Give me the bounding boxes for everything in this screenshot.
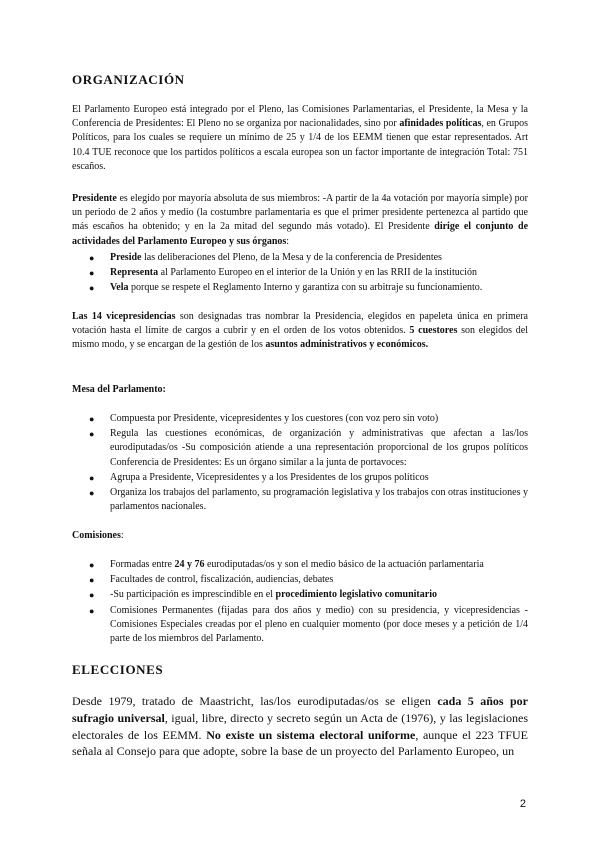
vicepresidencias-paragraph-run-0: Las 14 vicepresidencias [72, 311, 176, 322]
list-item-2-run-0: Agrupa a Presidente, Vicepresidentes y a los Presidentes de los grupos políticos [110, 471, 429, 483]
elecciones-paragraph-run-4: , aunque el 223 TFUE señala al Consejo para que adopte, sobre la base de un proyecto del Parlamento Europeo, un [72, 727, 528, 759]
elecciones-paragraph-run-3: No existe un sistema electoral uniforme [206, 727, 416, 742]
list-item-0-run-2: eurodiputadas/os y son el medio básico de la actuación parlamentaria [204, 559, 484, 570]
elecciones-paragraph [72, 693, 528, 760]
bullet-icon: ● [89, 488, 95, 499]
list-item-0-run-0: Preside [110, 252, 142, 263]
list-item [72, 558, 528, 572]
presidente-paragraph-run-3: : [286, 235, 290, 247]
elecciones-paragraph-run-0: Desde 1979, tratado de Maastricht, las/los eurodiputadas/os se eligen [72, 694, 438, 708]
list-item-0-run-0: Compuesta por Presidente, vicepresidentes y los cuestores (con voz pero sin voto) [110, 413, 439, 424]
list-item [72, 281, 528, 295]
mesa-list [72, 412, 528, 515]
bullet-icon: ● [89, 268, 95, 279]
list-item [72, 251, 528, 265]
vicepresidencias-paragraph-run-1: son designadas tras nombrar la Presidencia, elegidos en papeleta única en primera votación hasta el límite de cargos a cubrir y en el orden de los votos obtenidos. [72, 311, 528, 337]
list-item-2-run-0: -Su participación es imprescindible en el [110, 589, 276, 601]
bullet-icon: ● [89, 283, 95, 294]
mesa-label: Mesa del Parlamento: [72, 384, 166, 395]
list-item-2-run-1: porque se respete el Reglamento Interno y garantiza con su arbitraje su funcionamiento. [128, 282, 483, 294]
presidente-paragraph-run-1: es elegido por mayoría absoluta de sus miembros: -A partir de la 4a votación por mayoría simple) por un periodo de 2 años y medio (la costumbre parlamentaria es que el primer presidente pertenezca al partido que más escaños ha obtenido; y en la 2a mitad del segundo más votado). El Presidente [72, 193, 528, 233]
bullet-icon: ● [89, 472, 95, 483]
list-item [72, 266, 528, 280]
list-item-1-run-0: Facultades de control, fiscalización, audiencias, debates [110, 574, 334, 586]
comisiones-label-colon: : [120, 530, 124, 541]
list-item-1-run-0: Representa [110, 267, 159, 279]
vicepresidencias-paragraph-run-3: son elegidos del mismo modo, y se encargan de la gestión de los [72, 325, 529, 351]
list-item-3-run-0: Comisiones Permanentes (fijadas para dos años y medio) con su presidencia, y vicepresidencias -Comisiones Especiales creadas por el pleno en cualquier momento (por doce meses y a petición de 1/4 parte de los miembros del Parlamento. [110, 604, 528, 645]
list-item-0-run-1: 24 y 76 [174, 559, 205, 570]
list-item [72, 412, 528, 426]
intro-paragraph-run-0: El Parlamento Europeo está integrado por el Pleno, las Comisiones Parlamentarias, el Presidente, la Mesa y la Conferencia de Presidentes: El Pleno no se organiza por nacionalidades, sino por [72, 104, 528, 130]
vicepresidencias-paragraph-run-2: 5 cuestores [409, 325, 458, 337]
list-item [72, 486, 528, 514]
list-item [72, 573, 528, 587]
comisiones-label-text: Comisiones [72, 530, 121, 541]
bullet-icon: ● [89, 605, 95, 616]
list-item-1-run-1: al Parlamento Europeo en el interior de la Unión y en las RRII de la institución [158, 267, 477, 279]
bullet-icon: ● [89, 560, 95, 570]
list-item-0-run-0: Formadas entre [110, 559, 175, 570]
comisiones-label [72, 530, 124, 541]
list-item [72, 427, 528, 470]
elecciones-paragraph-run-1: cada 5 años por sufragio universal [72, 694, 529, 725]
vicepresidencias-paragraph-run-4: asuntos administrativos y económicos. [265, 339, 429, 351]
list-item-2-run-1: procedimiento legislativo comunitario [275, 589, 437, 601]
bullet-icon: ● [89, 429, 95, 440]
bullet-icon: ● [89, 253, 95, 263]
presidente-list [72, 251, 528, 297]
heading-organizacion: ORGANIZACIÓN [72, 72, 185, 87]
list-item [72, 604, 528, 647]
page-number: 2 [519, 798, 526, 810]
comisiones-list [72, 558, 528, 647]
list-item-2-run-0: Vela [110, 282, 129, 294]
intro-paragraph-run-1: afinidades políticas [399, 118, 482, 130]
bullet-icon: ● [89, 575, 95, 586]
presidente-paragraph-run-2: dirige el conjunto de actividades del Parlamento Europeo y sus órganos [72, 221, 529, 247]
list-item-1-run-0: Regula las cuestiones económicas, de organización y administrativas que afectan a las/los eurodiputadas/os -Su composición atiende a una representación proporcional de los grupos políticos Conferencia de Presidentes: Es un órgano similar a la junta de portavoces: [110, 428, 528, 468]
list-item [72, 588, 528, 602]
heading-elecciones: ELECCIONES [72, 662, 164, 677]
list-item [72, 471, 528, 485]
list-item-3-run-0: Organiza los trabajos del parlamento, su programación legislativa y los trabajos con otras instituciones y parlamentos nacionales. [110, 487, 528, 513]
bullet-icon: ● [89, 414, 95, 424]
presidente-paragraph-run-0: Presidente [72, 193, 117, 204]
vicepresidencias-paragraph [72, 310, 528, 353]
elecciones-paragraph-run-2: , igual, libre, directo y secreto según un Acta de (1976), y las legislaciones electorales de los EEMM. [72, 710, 528, 742]
list-item-0-run-1: las deliberaciones del Pleno, de la Mesa y de la conferencia de Presidentes [141, 252, 442, 263]
bullet-icon: ● [89, 590, 95, 601]
presidente-paragraph [72, 192, 528, 249]
intro-paragraph-run-2: , en Grupos Políticos, para los cuales se requiere un mínimo de 25 y 1/4 de los EEMM tienen que estar representados. Art 10.4 TUE reconoce que los partidos políticos a escala europea son un factor importante de integración Total: 751 escaños. [72, 118, 528, 172]
intro-paragraph [72, 103, 528, 174]
